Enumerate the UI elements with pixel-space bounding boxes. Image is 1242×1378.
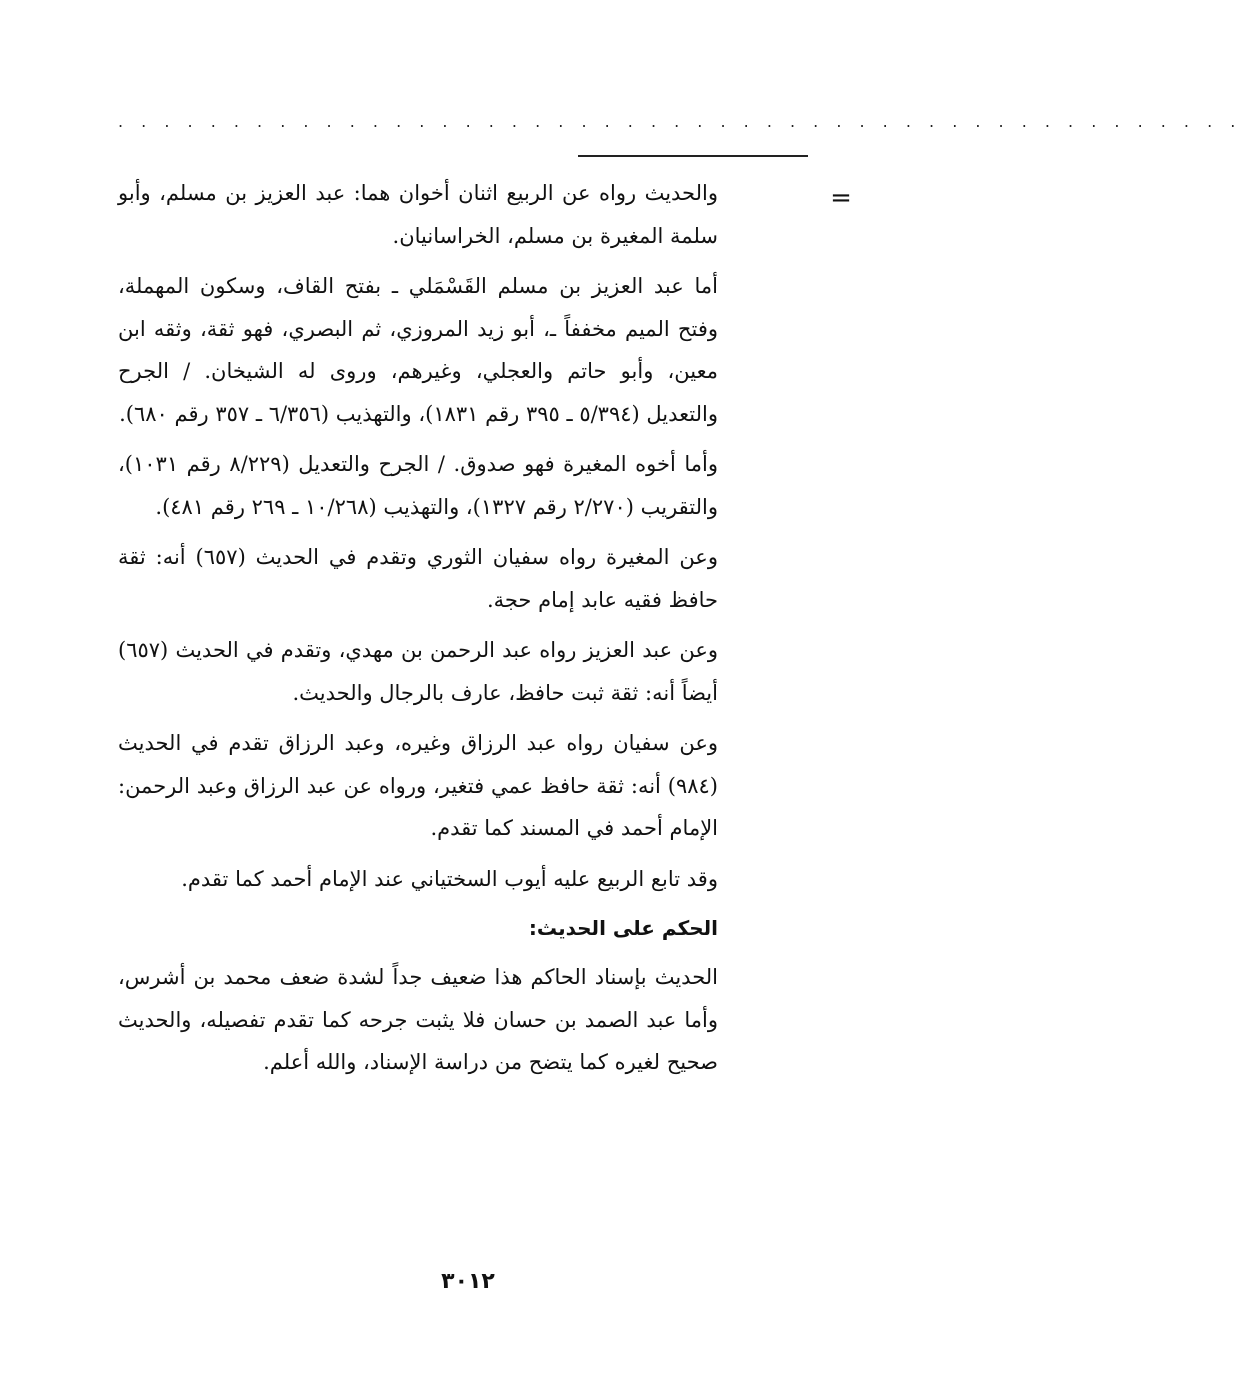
paragraph-narrators: والحديث رواه عن الربيع اثنان أخوان هما: عبد العزيز بن مسلم، وأبو سلمة المغيرة بن مسلم، الخراسانيان.: [118, 181, 718, 248]
paragraph-sufyan: وعن المغيرة رواه سفيان الثوري وتقدم في الحديث (٦٥٧) أنه: ثقة حافظ فقيه عابد إمام حجة.: [118, 545, 718, 612]
paragraph-abdulaziz: أما عبد العزيز بن مسلم القَسْمَلي ـ بفتح القاف، وسكون المهملة، وفتح الميم مخففاً ـ، أبو زيد المروزي، ثم البصري، فهو ثقة، وثقه ابن معين، وأبو حاتم والعجلي، وغيرهم، وروى له الشيخان. / الجرح والتعديل (٥/٣٩٤ ـ ٣٩٥ رقم ١٨٣١)، والتهذيب (٦/٣٥٦ ـ ٣٥٧ رقم ٦٨٠).: [118, 274, 718, 426]
continuation-mark: =: [830, 183, 852, 213]
paragraph-ibn-mahdi: وعن عبد العزيز رواه عبد الرحمن بن مهدي، وتقدم في الحديث (٦٥٧) أيضاً أنه: ثقة ثبت حافظ، عارف بالرجال والحديث.: [118, 638, 718, 705]
dotted-separator: . . . . . . . . . . . . . . . . . . . . . . . . . . . . . . . . . . . . . . . . . . . . . . . . .: [118, 112, 1242, 131]
paragraph-ayyub: وقد تابع الربيع عليه أيوب السختياني عند الإمام أحمد كما تقدم.: [181, 866, 718, 891]
footnote-rule: [578, 155, 808, 157]
paragraph-mughira: وأما أخوه المغيرة فهو صدوق. / الجرح والتعديل (٨/٢٢٩ رقم ١٠٣١)، والتقريب (٢/٢٧٠ رقم ١٣٢٧)، والتهذيب (١٠/٢٦٨ ـ ٢٦٩ رقم ٤٨١).: [118, 452, 718, 519]
judgment-text: الحديث بإسناد الحاكم هذا ضعيف جداً لشدة ضعف محمد بن أشرس، وأما عبد الصمد بن حسان فلا يثبت جرحه كما تقدم تفصيله، والحديث صحيح لغيره كما يتضح من دراسة الإسناد، والله أعلم.: [118, 965, 718, 1074]
paragraph-abdurrazzaq: وعن سفيان رواه عبد الرزاق وغيره، وعبد الرزاق تقدم في الحديث (٩٨٤) أنه: ثقة حافظ عمي فتغير، ورواه عن عبد الرزاق وعبد الرحمن: الإمام أحمد في المسند كما تقدم.: [118, 731, 718, 840]
footnote-body: [118, 172, 718, 1084]
page-number: ٣٠١٢: [441, 1269, 495, 1294]
judgment-heading: الحكم على الحديث:: [528, 916, 718, 940]
